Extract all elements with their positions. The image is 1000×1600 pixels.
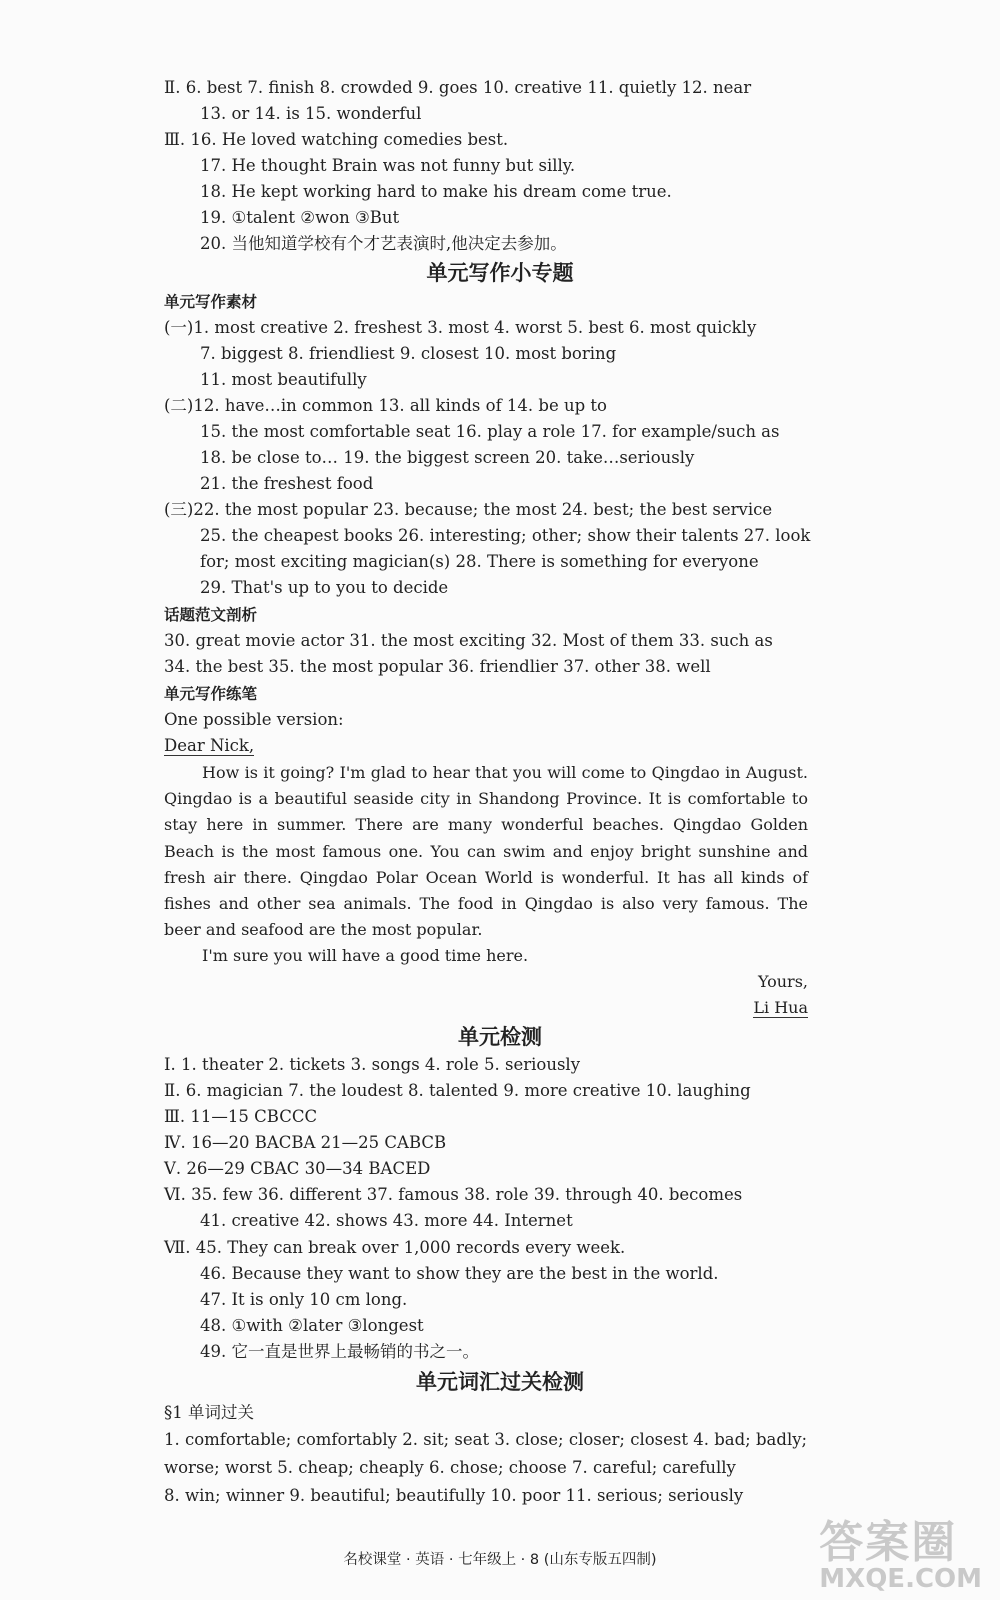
watermark-logo [819, 1506, 982, 1594]
answer-line: Ⅱ. 6. best 7. finish 8. crowded 9. goes 10. creative 11. quietly 12. near [164, 78, 752, 97]
watermark-bottom: MXQE.COM [819, 1564, 982, 1594]
signature-text: Li Hua [753, 998, 808, 1017]
answer-line: 48. ①with ②later ③longest [200, 1316, 424, 1335]
answer-line: 15. the most comfortable seat 16. play a role 17. for example/such as [200, 422, 780, 441]
answer-line: 18. He kept working hard to make his dream come true. [200, 182, 672, 201]
answer-line: (三)22. the most popular 23. because; the most 24. best; the best service [164, 500, 773, 519]
answer-line: 30. great movie actor 31. the most exciting 32. Most of them 33. such as [164, 631, 773, 650]
answer-line: (一)1. most creative 2. freshest 3. most 4. worst 5. best 6. most quickly [164, 318, 757, 337]
answer-line: 7. biggest 8. friendliest 9. closest 10. most boring [200, 344, 617, 363]
answer-line: 18. be close to… 19. the biggest screen 20. take…seriously [200, 448, 695, 467]
section-heading-unit-test: 单元检测 [458, 1025, 542, 1049]
answer-line: Ⅵ. 35. few 36. different 37. famous 38. role 39. through 40. becomes [164, 1185, 743, 1204]
section-heading-writing: 单元写作小专题 [426, 261, 574, 285]
page-footer: 名校课堂 · 英语 · 七年级上 · 8 (山东专版五四制) [343, 1552, 657, 1568]
answer-line: 20. 当他知道学校有个才艺表演时,他决定去参加。 [200, 234, 567, 253]
greeting-text: Dear Nick, [164, 736, 255, 755]
answer-line: 8. win; winner 9. beautiful; beautifully 10. poor 11. serious; seriously [164, 1486, 744, 1505]
answer-line: 29. That's up to you to decide [200, 578, 449, 597]
subheading-analysis: 话题范文剖析 [164, 606, 258, 624]
letter-closing: Yours, [757, 972, 808, 991]
answer-line: 21. the freshest food [200, 474, 374, 493]
letter-body: How is it going? I'm glad to hear that you will come to Qingdao in August. Qingdao is a beautiful seaside city in Shandong Province. It is comfortable to stay here in summer. There are many wonderful beaches. Qingdao Golden Beach is the most famous one. You can swim and enjoy bright sunshine and fresh air there. Qingdao Polar Ocean World is wonderful. It has all kinds of fishes and other sea animals. The food in Qingdao is also very famous. The beer and seafood are the most popular. [164, 763, 808, 940]
answer-line: 11. most beautifully [200, 370, 367, 389]
answer-line: 49. 它一直是世界上最畅销的书之一。 [200, 1342, 479, 1361]
answer-line: Ⅶ. 45. They can break over 1,000 records every week. [164, 1238, 626, 1257]
answer-line: 41. creative 42. shows 43. more 44. Internet [200, 1211, 573, 1230]
version-label: One possible version: [164, 710, 344, 729]
subheading-practice: 单元写作练笔 [164, 685, 258, 703]
answer-line: Ⅲ. 11—15 CBCCC [164, 1107, 318, 1126]
answer-line: worse; worst 5. cheap; cheaply 6. chose; choose 7. careful; carefully [164, 1458, 736, 1477]
letter-greeting [164, 735, 254, 757]
answer-line: Ⅰ. 1. theater 2. tickets 3. songs 4. role 5. seriously [164, 1055, 581, 1074]
answer-line: 19. ①talent ②won ③But [200, 208, 400, 227]
answer-line: Ⅴ. 26—29 CBAC 30—34 BACED [164, 1159, 431, 1178]
subheading-materials: 单元写作素材 [164, 293, 258, 311]
section-heading-vocab-test: 单元词汇过关检测 [416, 1370, 584, 1394]
letter-signature [753, 997, 808, 1019]
watermark-top: 答案圈 [819, 1517, 958, 1568]
letter-closing-line: I'm sure you will have a good time here. [202, 946, 529, 965]
answer-line: 13. or 14. is 15. wonderful [200, 104, 422, 123]
answer-line: Ⅱ. 6. magician 7. the loudest 8. talented 9. more creative 10. laughing [164, 1081, 751, 1100]
answer-line: Ⅳ. 16—20 BACBA 21—25 CABCB [164, 1133, 447, 1152]
answer-line: 46. Because they want to show they are the best in the world. [200, 1264, 719, 1283]
answer-line: 47. It is only 10 cm long. [200, 1290, 408, 1309]
answer-line: 1. comfortable; comfortably 2. sit; seat 3. close; closer; closest 4. bad; badly; [164, 1430, 808, 1449]
subheading-words: §1 单词过关 [164, 1403, 254, 1422]
answer-line: 25. the cheapest books 26. interesting; other; show their talents 27. look [200, 526, 811, 545]
answer-line: (二)12. have…in common 13. all kinds of 14. be up to [164, 396, 607, 415]
answer-line: 34. the best 35. the most popular 36. friendlier 37. other 38. well [164, 657, 711, 676]
answer-line: 17. He thought Brain was not funny but silly. [200, 156, 576, 175]
answer-line: for; most exciting magician(s) 28. There is something for everyone [200, 552, 759, 571]
answer-line: Ⅲ. 16. He loved watching comedies best. [164, 130, 509, 149]
